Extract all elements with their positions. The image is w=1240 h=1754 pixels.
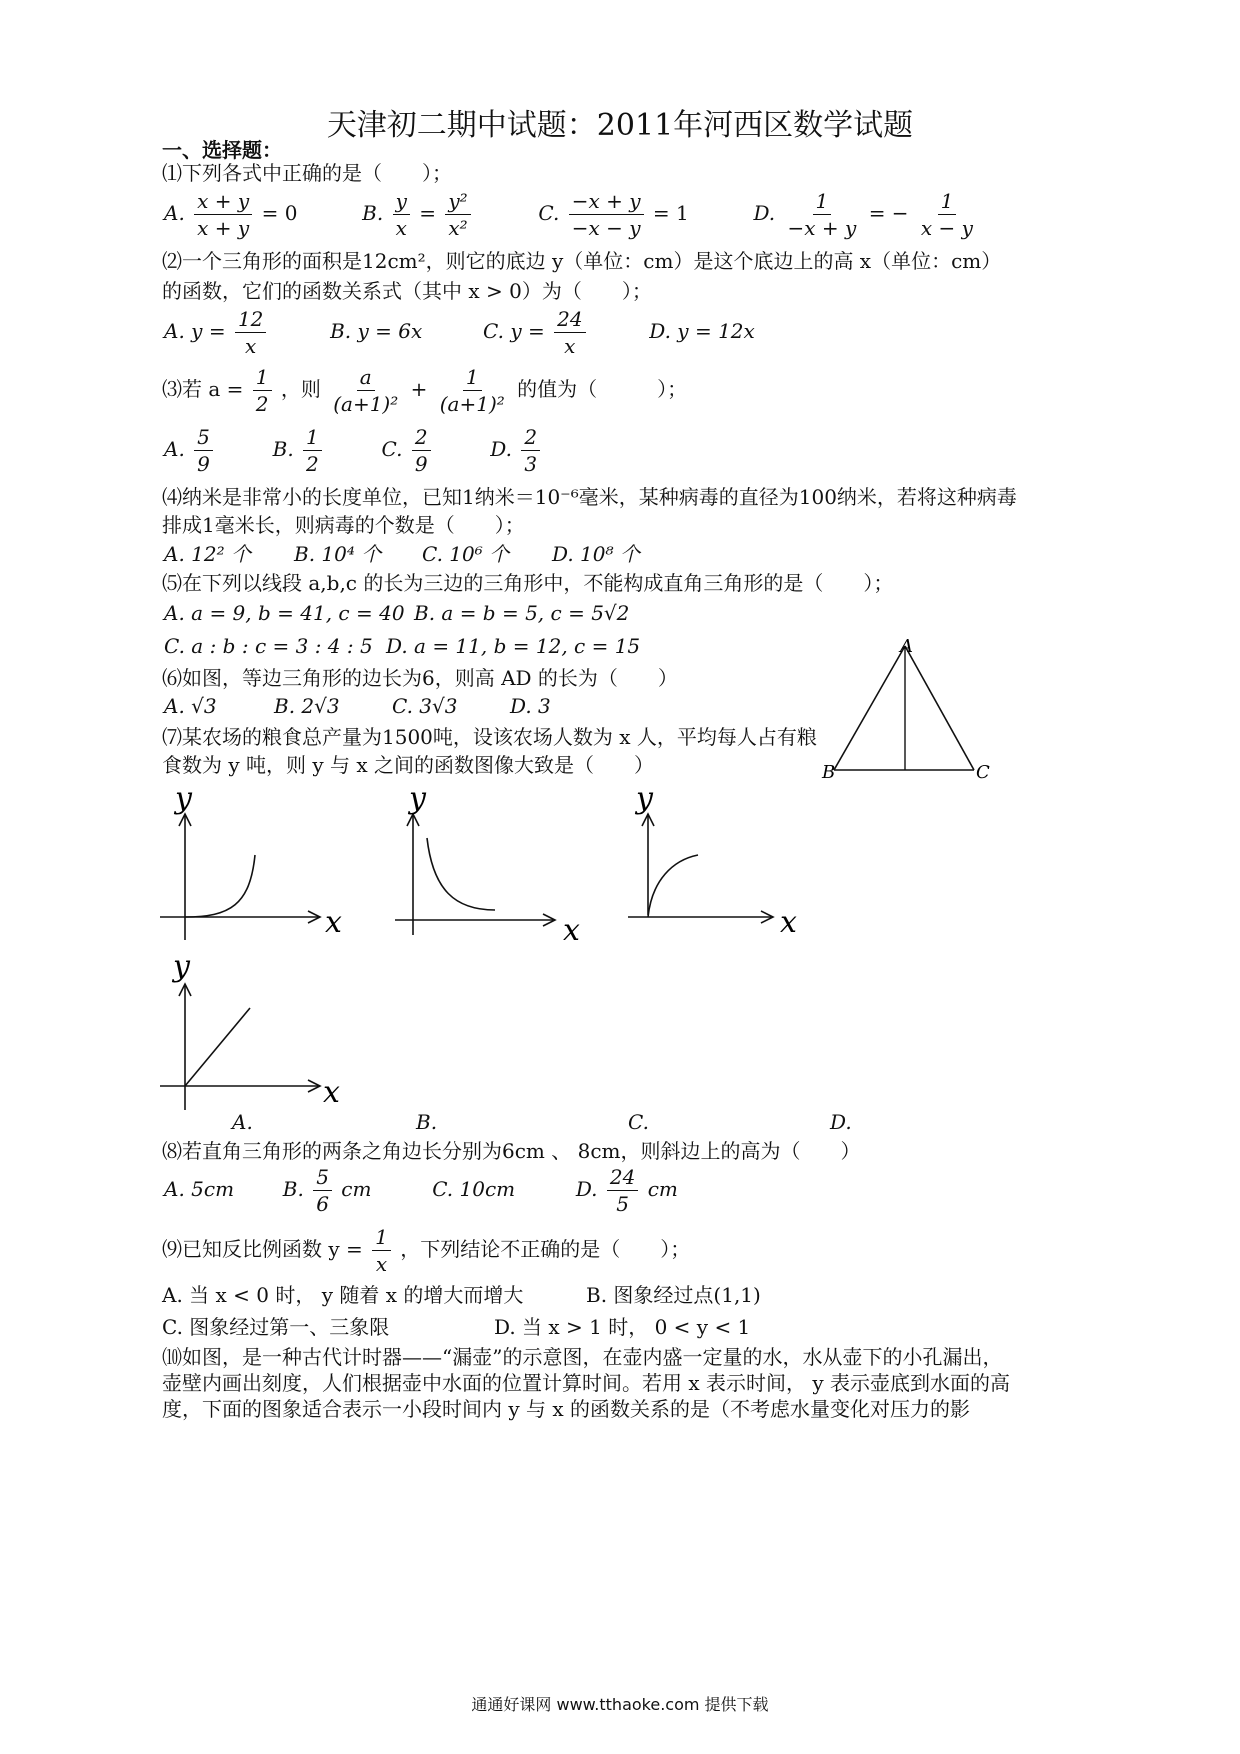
q3-a-fraction [194,424,213,477]
denominator: x [375,1252,388,1276]
q4-option-b: B. 10⁴ 个 [294,542,382,566]
q3-options [164,424,543,477]
q2-options [164,306,755,359]
q7-option-c-label: C. [628,1110,649,1134]
q6-option-c: C. 3√3 [392,694,458,718]
denominator: x + y [197,216,250,240]
q2-b: B. y = 6x [330,319,423,343]
q5-option-a: A. a = 9, b = 41, c = 40 [164,601,405,625]
graph-b [395,780,595,950]
numerator: −x + y [569,188,644,215]
x-axis-label: x [323,1075,340,1110]
q4-line2: 排成1毫米长，则病毒的个数是（ ）； [162,513,525,537]
numerator: 1 [938,188,957,215]
x-axis-label: x [780,905,797,940]
curve-c [648,855,698,917]
q1-d-prefix: D. [753,201,776,225]
q8-b-unit: cm [341,1177,372,1201]
q1-b-prefix: B. [362,201,384,225]
denominator: 2 [255,392,269,416]
q3-d-prefix: D. [490,437,512,461]
q5-option-d: D. a = 11, b = 12, c = 15 [386,634,641,658]
line-d [185,1008,250,1086]
x-axis-label: x [563,913,580,948]
q6-stem: ⑹如图，等边三角形的边长为6，则高 AD 的长为（ ） [162,666,678,690]
y-axis-label: y [173,949,190,984]
numerator: 1 [463,364,482,391]
graph-c [628,780,828,950]
q1-c-prefix: C. [538,201,560,225]
q1-a-fraction [194,188,252,241]
q3-b-prefix: B. [272,437,294,461]
q2-c-prefix: C. y = [483,319,545,343]
numerator: 24 [607,1164,638,1191]
vertex-label-c: C [976,762,990,783]
q1-stem: ⑴下列各式中正确的是（ ）； [162,161,452,185]
curve-b [427,838,495,910]
equilateral-triangle-figure [820,632,1000,782]
q2-a-prefix: A. y = [164,319,226,343]
q9-stem [162,1224,690,1277]
q1-d-eq: = − [868,201,909,225]
q5-option-c: C. a : b : c = 3 : 4 : 5 [164,634,373,658]
q9-option-d: D. 当 x > 1 时， 0 < y < 1 [494,1315,751,1339]
q8-d-unit: cm [647,1177,678,1201]
q5-option-b: B. a = b = 5, c = 5√2 [414,601,630,625]
q3-fraction-1 [330,364,401,417]
side-ac [905,646,974,770]
y-axis-label: y [175,781,192,816]
q9-option-b: B. 图象经过点(1,1) [586,1283,761,1307]
denominator: x [245,334,257,358]
numerator: 2 [521,424,540,451]
q9-fraction [372,1224,391,1277]
q9-option-c: C. 图象经过第一、三象限 [162,1315,390,1339]
numerator: 12 [235,306,266,333]
q8-stem: ⑻若直角三角形的两条之角边长分别为6cm 、 8cm，则斜边上的高为（ ） [162,1139,861,1163]
q1-d-fraction-2 [918,188,976,241]
numerator: 1 [253,364,272,391]
q3-pre: ⑶若 a = [162,377,244,401]
numerator: 1 [372,1224,391,1251]
q6-option-d: D. 3 [510,694,551,718]
q4-option-a: A. 12² 个 [164,542,251,566]
q2-line1: ⑵一个三角形的面积是12cm²，则它的底边 y（单位：cm）是这个底边上的高 x（单位：cm） [162,249,1002,273]
q3-mid: ，则 [280,377,321,401]
q1-options [164,188,979,241]
numerator: 2 [412,424,431,451]
denominator: 6 [316,1192,329,1216]
q7-line1: ⑺某农场的粮食总产量为1500吨，设该农场人数为 x 人，平均每人占有粮 [162,725,817,749]
q4-option-c: C. 10⁶ 个 [422,542,510,566]
q1-b-fraction-1 [393,188,410,241]
q1-c-fraction [569,188,644,241]
graph-d [155,950,355,1115]
denominator: 9 [197,452,210,476]
denominator: 9 [414,452,428,476]
q8-option-a: A. 5cm [164,1177,235,1201]
section-heading: 一、选择题： [162,138,282,162]
q3-c-prefix: C. [381,437,403,461]
q3-d-fraction [521,424,540,477]
q9-post: ，下列结论不正确的是（ ）； [400,1237,691,1261]
q3-c-fraction [412,424,431,477]
q9-option-a: A. 当 x < 0 时， y 随着 x 的增大而增大 [162,1283,524,1307]
q7-option-a-label: A. [232,1110,253,1134]
q2-c-fraction [554,306,585,359]
denominator: x² [448,216,468,240]
q7-line2: 食数为 y 吨，则 y 与 x 之间的函数图像大致是（ ） [162,753,655,777]
q10-line3: 度，下面的图象适合表示一小段时间内 y 与 x 的函数关系的是（不考虑水量变化对压力的影 [162,1397,971,1421]
x-axis-label: x [325,905,342,940]
q8-d-fraction [607,1164,638,1217]
q1-b-eq: = [419,201,437,225]
denominator: (a+1)² [333,392,399,416]
denominator: −x + y [787,216,857,240]
numerator: 5 [313,1164,332,1191]
curve-a [185,855,255,917]
q8-options [164,1164,678,1217]
denominator: x [395,216,407,240]
side-ab [834,646,905,770]
q6-option-a: A. √3 [164,694,217,718]
denominator: −x − y [571,216,641,240]
q8-b-prefix: B. [282,1177,304,1201]
q3-a-prefix: A. [164,437,185,461]
q4-option-d: D. 10⁸ 个 [552,542,640,566]
q2-a-fraction [235,306,266,359]
q7-option-d-label: D. [830,1110,852,1134]
q3-stem [162,364,687,417]
q1-a-prefix: A. [164,201,185,225]
vertex-label-a: A [900,636,913,657]
y-axis-label: y [409,781,426,816]
denominator: 2 [306,452,319,476]
q7-option-b-label: B. [416,1110,438,1134]
q10-line1: ⑽如图，是一种古代计时器——“漏壶”的示意图，在壶内盛一定量的水，水从壶下的小孔漏出， [162,1345,1003,1369]
numerator: 5 [194,424,213,451]
q3-post: 的值为（ ）； [517,377,688,401]
q3-plus: + [410,377,428,401]
q3-fraction-2 [437,364,508,417]
denominator: 5 [616,1192,629,1216]
page-footer: 通通好课网 www.tthaoke.com 提供下载 [471,1695,769,1714]
q2-line2: 的函数，它们的函数关系式（其中 x > 0）为（ ）； [162,279,652,303]
q6-option-b: B. 2√3 [274,694,340,718]
denominator: 3 [524,452,538,476]
q4-line1: ⑷纳米是非常小的长度单位，已知1纳米＝10⁻⁶毫米，某种病毒的直径为100纳米，若将这种病毒 [162,485,1017,509]
q5-stem: ⑸在下列以线段 a,b,c 的长为三边的三角形中，不能构成直角三角形的是（ ）； [162,571,894,595]
q1-d-fraction-1 [785,188,860,241]
q1-a-rhs: = 0 [261,201,298,225]
numerator: y [393,188,410,215]
q9-pre: ⑼已知反比例函数 y = [162,1237,363,1261]
numerator: a [357,364,375,391]
denominator: x [564,334,576,358]
q3-b-fraction [303,424,322,477]
q2-d: D. y = 12x [649,319,755,343]
numerator: x + y [194,188,252,215]
vertex-label-b: B [822,762,836,783]
y-axis-label: y [636,781,653,816]
page-title: 天津初二期中试题：2011年河西区数学试题 [326,108,914,143]
q8-d-prefix: D. [575,1177,598,1201]
numerator: 24 [554,306,585,333]
graph-a [155,780,355,950]
q10-line2: 壶壁内画出刻度，人们根据壶中水面的位置计算时间。若用 x 表示时间， y 表示壶底到水面的高 [162,1371,1011,1395]
denominator: (a+1)² [439,392,505,416]
q8-b-fraction [313,1164,332,1217]
numerator: y² [445,188,470,215]
q1-b-fraction-2 [445,188,470,241]
q1-c-rhs: = 1 [652,201,689,225]
numerator: 1 [303,424,322,451]
q8-option-c: C. 10cm [432,1177,516,1201]
denominator: x − y [920,216,973,240]
q3-a-value [253,364,272,417]
numerator: 1 [813,188,832,215]
